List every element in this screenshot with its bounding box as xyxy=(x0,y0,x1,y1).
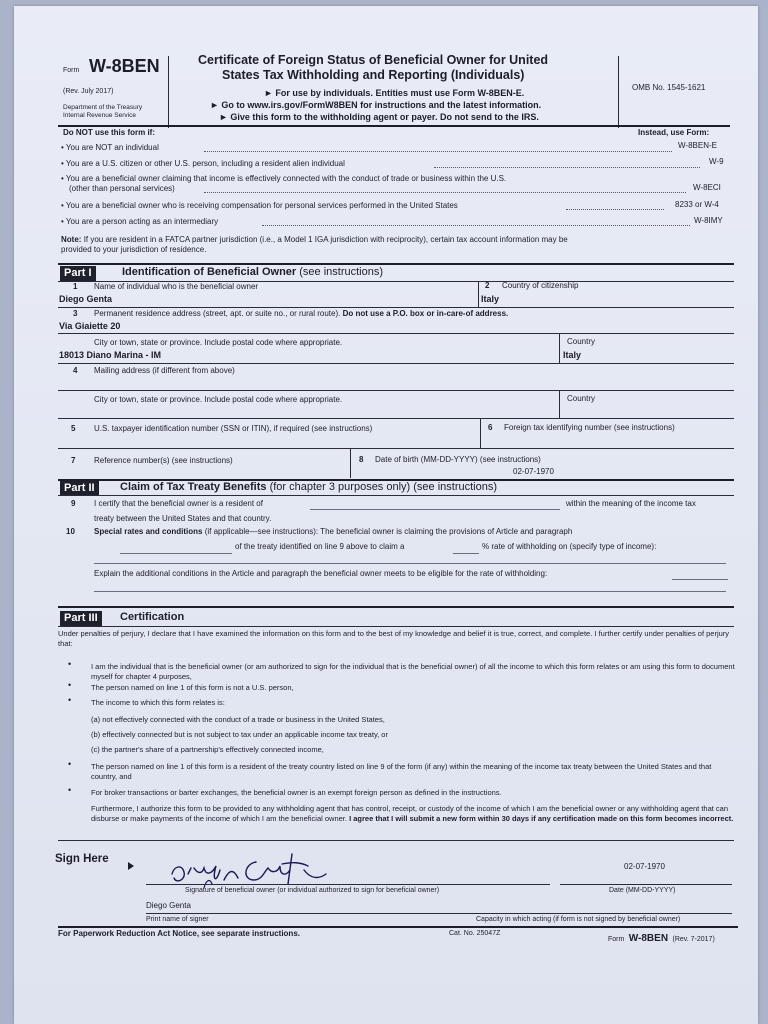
bullet-icon: • xyxy=(68,680,72,690)
permanent-address-field[interactable]: Via Giaiette 20 xyxy=(59,321,121,331)
print-name-label: Print name of signer xyxy=(146,916,209,923)
part-1-label: Part I xyxy=(60,266,96,281)
instruction-arrow-icon: ► xyxy=(264,88,276,98)
part-1-title-text: Identification of Beneficial Owner xyxy=(122,266,297,278)
additional-conditions-field[interactable] xyxy=(94,591,726,592)
instruction-2 xyxy=(210,100,541,110)
article-paragraph-field[interactable] xyxy=(120,553,232,554)
field-4-number: 4 xyxy=(73,366,78,375)
part-3-label: Part III xyxy=(60,611,102,626)
furthermore-bold: I agree that I will submit a new form within 30 days if any certification made on this form becomes incorrect. xyxy=(349,813,734,823)
field-10-text xyxy=(94,527,572,536)
mailing-city-field[interactable] xyxy=(58,404,558,418)
form-title-line-2: States Tax Withholding and Reporting (Individuals) xyxy=(222,68,525,82)
certification-item-1: I am the individual that is the beneficial owner (or am authorized to sign for the individual that is the beneficial owner) of all the income to which this form relates or am using this form to document myself for chapter 4 purposes, xyxy=(91,662,735,681)
form-page xyxy=(14,6,758,1024)
signature-date-field[interactable]: 02-07-1970 xyxy=(624,862,665,871)
country-2-label: Country xyxy=(567,394,596,403)
field-6-number: 6 xyxy=(488,423,493,432)
part-2-title-sub: (for chapter 3 purposes only) (see instructions) xyxy=(269,481,498,493)
certification-item-3b: (b) effectively connected but is not subject to tax under an applicable income tax treaty, or xyxy=(91,730,388,739)
us-tin-field[interactable] xyxy=(58,434,478,448)
field-4-label: Mailing address (if different from above) xyxy=(94,366,235,375)
certification-furthermore xyxy=(91,804,741,823)
sign-here-arrow-icon xyxy=(128,857,134,875)
beneficial-owner-name-field[interactable]: Diego Genta xyxy=(59,294,113,304)
field-1-label: Name of individual who is the beneficial owner xyxy=(94,282,259,291)
certification-item-4: The person named on line 1 of this form is a resident of the treaty country listed on line 9 of the form (if any) within the meaning of the income tax treaty between the United States and that country, and xyxy=(91,762,712,781)
part-1-title-sub: (see instructions) xyxy=(299,266,384,278)
field-3-label xyxy=(94,309,508,318)
withholding-rate-field[interactable] xyxy=(453,553,479,554)
do-not-use-heading: Do NOT use this form if: xyxy=(63,128,155,137)
field-8-label: Date of birth (MM-DD-YYYY) (see instructions) xyxy=(375,455,541,464)
country-of-citizenship-field[interactable]: Italy xyxy=(481,294,500,304)
exclusion-form: W-8ECI xyxy=(693,183,721,192)
exclusion-row-1: • You are NOT an individual xyxy=(61,143,159,152)
form-revision: (Rev. July 2017) xyxy=(63,88,114,95)
field-9-number: 9 xyxy=(71,499,76,508)
field-10-bold: Special rates and conditions xyxy=(94,527,203,536)
field-3-label-text: Permanent residence address (street, apt. or suite no., or rural route). xyxy=(94,309,341,318)
bullet-icon: • xyxy=(68,759,72,769)
foreign-tin-field[interactable] xyxy=(482,434,732,448)
treaty-country-field[interactable] xyxy=(310,509,560,510)
certification-item-5: For broker transactions or barter exchanges, the beneficial owner is an exempt foreign person as defined in the instructions. xyxy=(91,788,502,797)
field-7-label: Reference number(s) (see instructions) xyxy=(94,456,233,465)
part-2-title-text: Claim of Tax Treaty Benefits xyxy=(120,481,267,493)
date-of-birth-field[interactable]: 02-07-1970 xyxy=(513,467,554,476)
field-5-number: 5 xyxy=(71,424,76,433)
exclusion-form: W-8IMY xyxy=(694,216,723,225)
exclusion-text: You are NOT an individual xyxy=(65,143,159,152)
footer-form-name: W-8BEN xyxy=(628,933,669,944)
exclusion-text: You are a beneficial owner who is receiving compensation for personal services performed in the United States xyxy=(65,201,458,210)
country-label: Country xyxy=(567,337,596,346)
instruction-3 xyxy=(219,112,539,122)
capacity-label: Capacity in which acting (if form is not signed by beneficial owner) xyxy=(476,916,681,923)
dept-line-1: Department of the Treasury xyxy=(63,104,143,111)
form-word: Form xyxy=(63,67,80,74)
instruction-3-text: Give this form to the withholding agent or payer. Do not send to the IRS. xyxy=(230,112,539,122)
field-6-label: Foreign tax identifying number (see instructions) xyxy=(504,423,675,432)
exclusion-text: You are a person acting as an intermediary xyxy=(65,217,219,226)
instruction-arrow-icon: ► xyxy=(210,100,222,110)
field-2-number: 2 xyxy=(485,281,490,290)
city-state-postal-field[interactable]: 18013 Diano Marina - IM xyxy=(59,350,162,360)
part-3-title: Certification xyxy=(120,611,185,623)
exclusion-text-continued: (other than personal services) xyxy=(69,184,175,193)
dept-line-2: Internal Revenue Service xyxy=(63,112,136,119)
certification-item-3c: (c) the partner's share of a partnership's effectively connected income, xyxy=(91,745,324,754)
note-text: If you are resident in a FATCA partner jurisdiction (i.e., a Model 1 IGA jurisdiction with reciprocity), certain tax account information may be xyxy=(83,235,568,244)
date-label: Date (MM-DD-YYYY) xyxy=(609,887,676,894)
footer-notice: For Paperwork Reduction Act Notice, see separate instructions. xyxy=(58,929,300,938)
certification-item-3: The income to which this form relates is: xyxy=(91,698,225,707)
field-5-label: U.S. taxpayer identification number (SSN or ITIN), if required (see instructions) xyxy=(94,424,373,433)
part-2-title xyxy=(120,481,497,493)
form-id: W-8BEN xyxy=(89,56,160,76)
signature-label: Signature of beneficial owner (or individual authorized to sign for beneficial owner) xyxy=(185,887,440,894)
note-line-2: provided to your jurisdiction of residence. xyxy=(61,245,207,254)
field-1-number: 1 xyxy=(73,282,78,291)
mailing-country-field[interactable] xyxy=(562,404,732,418)
furthermore-text: Furthermore, I authorize this form to be provided to any withholding agent that has control, receipt, or custody of the income of which I am the beneficial owner or any withholding agent that can disburse or make payments of the income of which I am the beneficial owner. xyxy=(91,804,729,823)
footer-form-rev: (Rev. 7-2017) xyxy=(672,936,715,943)
exclusion-form: W-9 xyxy=(709,157,724,166)
instruction-1 xyxy=(264,88,524,98)
bullet-icon: • xyxy=(68,695,72,705)
residence-country-field[interactable]: Italy xyxy=(563,350,582,360)
income-type-field[interactable] xyxy=(94,563,726,564)
field-7-number: 7 xyxy=(71,456,76,465)
certification-intro: Under penalties of perjury, I declare that I have examined the information on this form and to the best of my knowledge and belief it is true, correct, and complete. I further certify under penalties of perjury that: xyxy=(58,629,730,648)
exclusion-row-4: • You are a beneficial owner who is receiving compensation for personal services performed in the United States xyxy=(61,201,458,210)
field-9-text-b: within the meaning of the income tax xyxy=(566,499,696,508)
mailing-address-field[interactable] xyxy=(58,374,734,390)
city-label: City or town, state or province. Include postal code where appropriate. xyxy=(94,338,343,347)
part-1-title xyxy=(122,266,383,278)
certification-item-3a: (a) not effectively connected with the conduct of a trade or business in the United States, xyxy=(91,715,385,724)
field-3-number: 3 xyxy=(73,309,78,318)
field-10-number: 10 xyxy=(66,527,75,536)
exclusion-form: 8233 or W-4 xyxy=(675,200,719,209)
instead-use-heading: Instead, use Form: xyxy=(638,128,710,137)
printed-name-field[interactable]: Diego Genta xyxy=(146,901,191,910)
field-8-number: 8 xyxy=(359,455,364,464)
field-10-text-2a: of the treaty identified on line 9 above to claim a xyxy=(235,542,405,551)
exclusion-text: You are a beneficial owner claiming that income is effectively connected with the conduct of trade or business within the U.S. xyxy=(65,174,507,183)
bullet-icon: • xyxy=(68,659,72,669)
field-10-text-3: Explain the additional conditions in the Article and paragraph the beneficial owner meets to be eligible for the rate of withholding: xyxy=(94,569,548,578)
city-2-label: City or town, state or province. Include postal code where appropriate. xyxy=(94,395,343,404)
field-9-text-c: treaty between the United States and that country. xyxy=(94,514,272,523)
instruction-1-text: For use by individuals. Entities must use Form W-8BEN-E. xyxy=(275,88,525,98)
part-2-label: Part II xyxy=(60,481,99,496)
exclusion-form: W-8BEN-E xyxy=(678,141,717,150)
omb-number: OMB No. 1545-1621 xyxy=(632,83,706,92)
footer-form-word: Form xyxy=(608,936,625,943)
footer-form-id xyxy=(608,928,715,946)
reference-number-field[interactable] xyxy=(58,466,348,478)
exclusion-row-2: • You are a U.S. citizen or other U.S. person, including a resident alien individual xyxy=(61,159,345,168)
sign-here-label: Sign Here xyxy=(55,853,109,865)
note-label: Note: xyxy=(61,235,82,244)
bullet-icon: • xyxy=(68,785,72,795)
catalog-number: Cat. No. 25047Z xyxy=(449,930,501,937)
exclusion-row-3: • You are a beneficial owner claiming that income is effectively connected with the conduct of trade or business within the U.S. xyxy=(61,174,507,183)
exclusion-text: You are a U.S. citizen or other U.S. person, including a resident alien individual xyxy=(65,159,345,168)
instruction-2-text: Go to www.irs.gov/FormW8BEN for instructions and the latest information. xyxy=(221,100,542,110)
form-title-line-1: Certificate of Foreign Status of Beneficial Owner for United xyxy=(198,53,549,67)
field-9-text-a: I certify that the beneficial owner is a resident of xyxy=(94,499,263,508)
note-line-1 xyxy=(61,235,568,244)
exclusion-row-5: • You are a person acting as an intermediary xyxy=(61,217,219,226)
field-3-label-bold: Do not use a P.O. box or in-care-of address. xyxy=(342,309,509,318)
field-10-text-rest: (if applicable—see instructions): The beneficial owner is claiming the provisions of Article and paragraph xyxy=(204,527,573,536)
instruction-arrow-icon: ► xyxy=(219,112,231,122)
field-10-text-2b: % rate of withholding on (specify type of income): xyxy=(482,542,657,551)
certification-item-2: The person named on line 1 of this form is not a U.S. person, xyxy=(91,683,294,692)
field-2-label: Country of citizenship xyxy=(502,281,579,290)
